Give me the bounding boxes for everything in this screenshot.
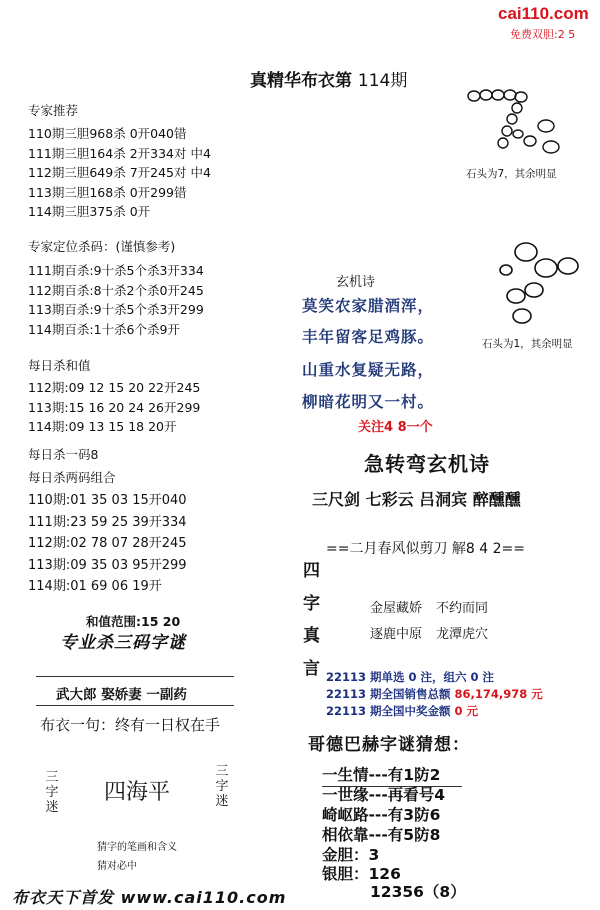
list-item: 111期三胆164杀 2开334对 中4 (28, 145, 211, 161)
gede-item: 12356（8） (370, 883, 466, 901)
word-row (370, 597, 488, 616)
gede-item: 崎岖路---有3防6 (322, 806, 441, 824)
xuanji-label: 玄机诗 (336, 275, 376, 290)
poem-line: 丰年留客足鸡豚。 (302, 328, 435, 346)
sizi-char: 真 (303, 626, 320, 646)
eryue-line: ==二月春风似剪刀 解8 4 2== (326, 541, 525, 557)
list-item: 114期百杀:1十杀6个杀9开 (28, 321, 180, 337)
stat-label: 22113 期全国销售总额 (326, 687, 455, 701)
stat-value: 0 元 (454, 704, 479, 718)
position-kill-list (28, 261, 204, 339)
word: 龙潭虎穴 (436, 627, 489, 642)
poem-line: 山重水复疑无路， (302, 361, 435, 379)
stone-note-2: 石头为1，其余明显 (482, 338, 573, 350)
list-item: 111期百杀:9十杀5个杀3开334 (28, 263, 204, 278)
riddle-main: 四海平 (104, 780, 171, 805)
stat-label: 22113 期单选 0 注，组六 0 注 (326, 670, 495, 684)
issue-number: 114期 (357, 71, 408, 91)
guanzhu-note: 关注4 8一个 (358, 420, 433, 435)
wuda-riddle: 武大郎 娶娇妻 一副药 (56, 687, 187, 703)
list-item: 110期:01 35 03 15开040 (28, 493, 187, 508)
daily-two-list (28, 490, 187, 598)
daily-sum-list (28, 378, 200, 437)
list-item: 114期三胆375杀 0开 (28, 204, 151, 219)
stat-value: 86,174,978 元 (454, 687, 543, 701)
poem-line: 莫笑农家腊酒浑， (302, 297, 435, 315)
gede-item: 银胆：126 (322, 865, 401, 883)
free-pick: 免费双胆:2 5 (510, 28, 576, 41)
list-item: 112期百杀:8十杀2个杀0开245 (28, 282, 204, 298)
list-item: 112期三胆649杀 7开245对 中4 (28, 165, 211, 180)
list-item: 114期:09 13 15 18 20开 (28, 419, 177, 434)
word-row (370, 623, 488, 642)
riddle-left-label: 三字迷 (45, 770, 59, 815)
site-logo[interactable]: cai110.com (498, 4, 589, 23)
sum-range: 和值范围:15 20 (86, 614, 181, 629)
list-item: 113期百杀:9十杀5个杀3开299 (28, 302, 204, 317)
page-title (250, 66, 407, 91)
jizhuan-heading: 急转弯玄机诗 (364, 452, 490, 476)
sizi-char: 字 (303, 594, 320, 614)
list-item: 112期:09 12 15 20 22开245 (28, 380, 201, 395)
stone-diagram-2 (486, 232, 586, 332)
daily-two-heading: 每日杀两码组合 (28, 470, 116, 485)
experts-heading: 专家推荐 (28, 103, 79, 118)
list-item: 113期:15 16 20 24 26开299 (28, 399, 201, 415)
gede-item: 相依靠---有5防8 (322, 826, 441, 844)
list-item: 113期:09 35 03 95开299 (28, 557, 187, 573)
list-item: 110期三胆968杀 0开040错 (28, 126, 187, 141)
stat-label: 22113 期全国中奖金额 (326, 704, 455, 718)
word: 逐鹿中原 (370, 627, 423, 642)
gede-heading: 哥德巴赫字谜猜想： (308, 735, 470, 755)
word: 金屋藏娇 (370, 601, 423, 616)
stat-line (326, 703, 478, 719)
stat-line (326, 686, 543, 702)
riddle-right-label: 三字迷 (215, 764, 229, 809)
footer-banner[interactable]: 布衣天下首发 www.cai110.com (12, 888, 287, 907)
stone-note-1: 石头为7，其余明显 (466, 168, 557, 180)
word: 不约而同 (436, 601, 489, 616)
sanchi-line: 三尺剑 七彩云 吕洞宾 醉醺醺 (312, 490, 521, 509)
guess-note-2: 猜对必中 (97, 861, 137, 872)
list-item: 112期:02 78 07 28开245 (28, 536, 187, 551)
daily-sum-heading: 每日杀和值 (28, 358, 91, 373)
poem-line: 柳暗花明又一村。 (302, 393, 435, 411)
list-item: 111期:23 59 25 39开334 (28, 514, 187, 530)
list-item: 113期三胆168杀 0开299错 (28, 184, 187, 200)
sizi-char: 四 (303, 561, 320, 581)
daily-one: 每日杀一码8 (28, 447, 99, 462)
buyi-line: 布衣一句：终有一日权在手 (40, 716, 221, 734)
zhuanye-heading: 专业杀三码字谜 (60, 633, 186, 653)
gede-item: 一世缘---再看号4 (322, 786, 446, 804)
gede-item: 一生情---有1防2 (322, 766, 441, 784)
gede-item: 金胆：3 (322, 846, 380, 864)
sizi-char: 言 (303, 659, 320, 679)
title-text: 真精华布衣第 (250, 71, 352, 91)
guess-note-1: 猜字的笔画和含义 (97, 842, 177, 853)
list-item: 114期:01 69 06 19开 (28, 579, 162, 594)
position-kill-heading: 专家定位杀码：(谨慎参考) (28, 239, 176, 254)
experts-list (28, 124, 211, 222)
stat-line (326, 669, 494, 685)
stone-diagram-1 (460, 82, 570, 162)
